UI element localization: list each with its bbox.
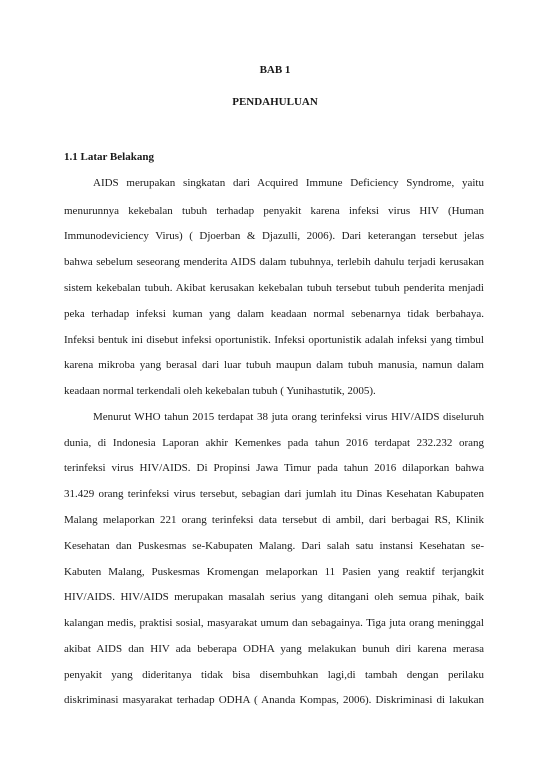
paragraph-line: akibat AIDS dan HIV ada beberapa ODHA yang melakukan bunuh diri karena merasa xyxy=(64,643,484,655)
paragraph-line: menurunnya kekebalan tubuh terhadap penyakit karena infeksi virus HIV (Human xyxy=(64,205,484,217)
paragraph-line: penyakit yang dideritanya tidak bisa disembuhkan lagi,di tambah dengan perilaku xyxy=(64,669,484,681)
paragraph-line: karena mikroba yang berasal dari luar tubuh maupun dalam tubuh manusia, namun dalam xyxy=(64,359,484,371)
paragraph-line: peka terhadap infeksi kuman yang dalam keadaan normal sebenarnya tidak berbahaya. xyxy=(64,308,484,320)
chapter-label: BAB 1 xyxy=(259,64,291,76)
paragraph-line: kalangan medis, praktisi sosial, masyarakat umum dan sebagainya. Tiga juta orang meninggal xyxy=(64,617,484,629)
paragraph-line: Malang melaporkan 221 orang terinfeksi data tersebut di ambil, dari berbagai RS, Klinik xyxy=(64,514,484,526)
paragraph-line: HIV/AIDS. HIV/AIDS merupakan masalah serius yang ditangani oleh semua pihak, baik xyxy=(64,591,484,603)
paragraph-line: bahwa sebelum seseorang menderita AIDS dalam tubuhnya, terlebih dahulu terjadi kerusakan xyxy=(64,256,484,268)
paragraph-line: Immunodeviciency Virus) ( Djoerban & Djazulli, 2006). Dari keterangan tersebut jelas xyxy=(64,230,484,242)
paragraph-line: Kesehatan dan Puskesmas se-Kabupaten Malang. Dari salah satu instansi Kesehatan se- xyxy=(64,540,484,552)
chapter-title: PENDAHULUAN xyxy=(232,96,318,108)
paragraph-line: sistem kekebalan tubuh. Akibat kerusakan kekebalan tubuh tersebut tubuh penderita menjadi xyxy=(64,282,484,294)
paragraph-line: keadaan normal terkendali oleh kekebalan tubuh ( Yunihastutik, 2005). xyxy=(64,385,376,397)
paragraph-line: Menurut WHO tahun 2015 terdapat 38 juta orang terinfeksi virus HIV/AIDS diseluruh xyxy=(93,411,484,423)
paragraph-line: diskriminasi masyarakat terhadap ODHA ( Ananda Kompas, 2006). Diskriminasi di lakukan xyxy=(64,694,484,706)
paragraph-line: Kabuten Malang, Puskesmas Kromengan melaporkan 11 Pasien yang reaktif terjangkit xyxy=(64,566,484,578)
paragraph-line: Infeksi bentuk ini disebut infeksi oportunistik. Infeksi oportunistik adalah infeksi yang timbul xyxy=(64,334,484,346)
paragraph-line: dunia, di Indonesia Laporan akhir Kemenkes pada tahun 2016 terdapat 232.232 orang xyxy=(64,437,484,449)
section-heading: 1.1 Latar Belakang xyxy=(64,151,154,163)
paragraph-line: AIDS merupakan singkatan dari Acquired Immune Deficiency Syndrome, yaitu xyxy=(93,177,484,189)
paragraph-line: terinfeksi virus HIV/AIDS. Di Propinsi Jawa Timur pada tahun 2016 dilaporkan bahwa xyxy=(64,462,484,474)
paragraph-line: 31.429 orang terinfeksi virus tersebut, sebagian dari jumlah itu Dinas Kesehatan Kabupaten xyxy=(64,488,484,500)
